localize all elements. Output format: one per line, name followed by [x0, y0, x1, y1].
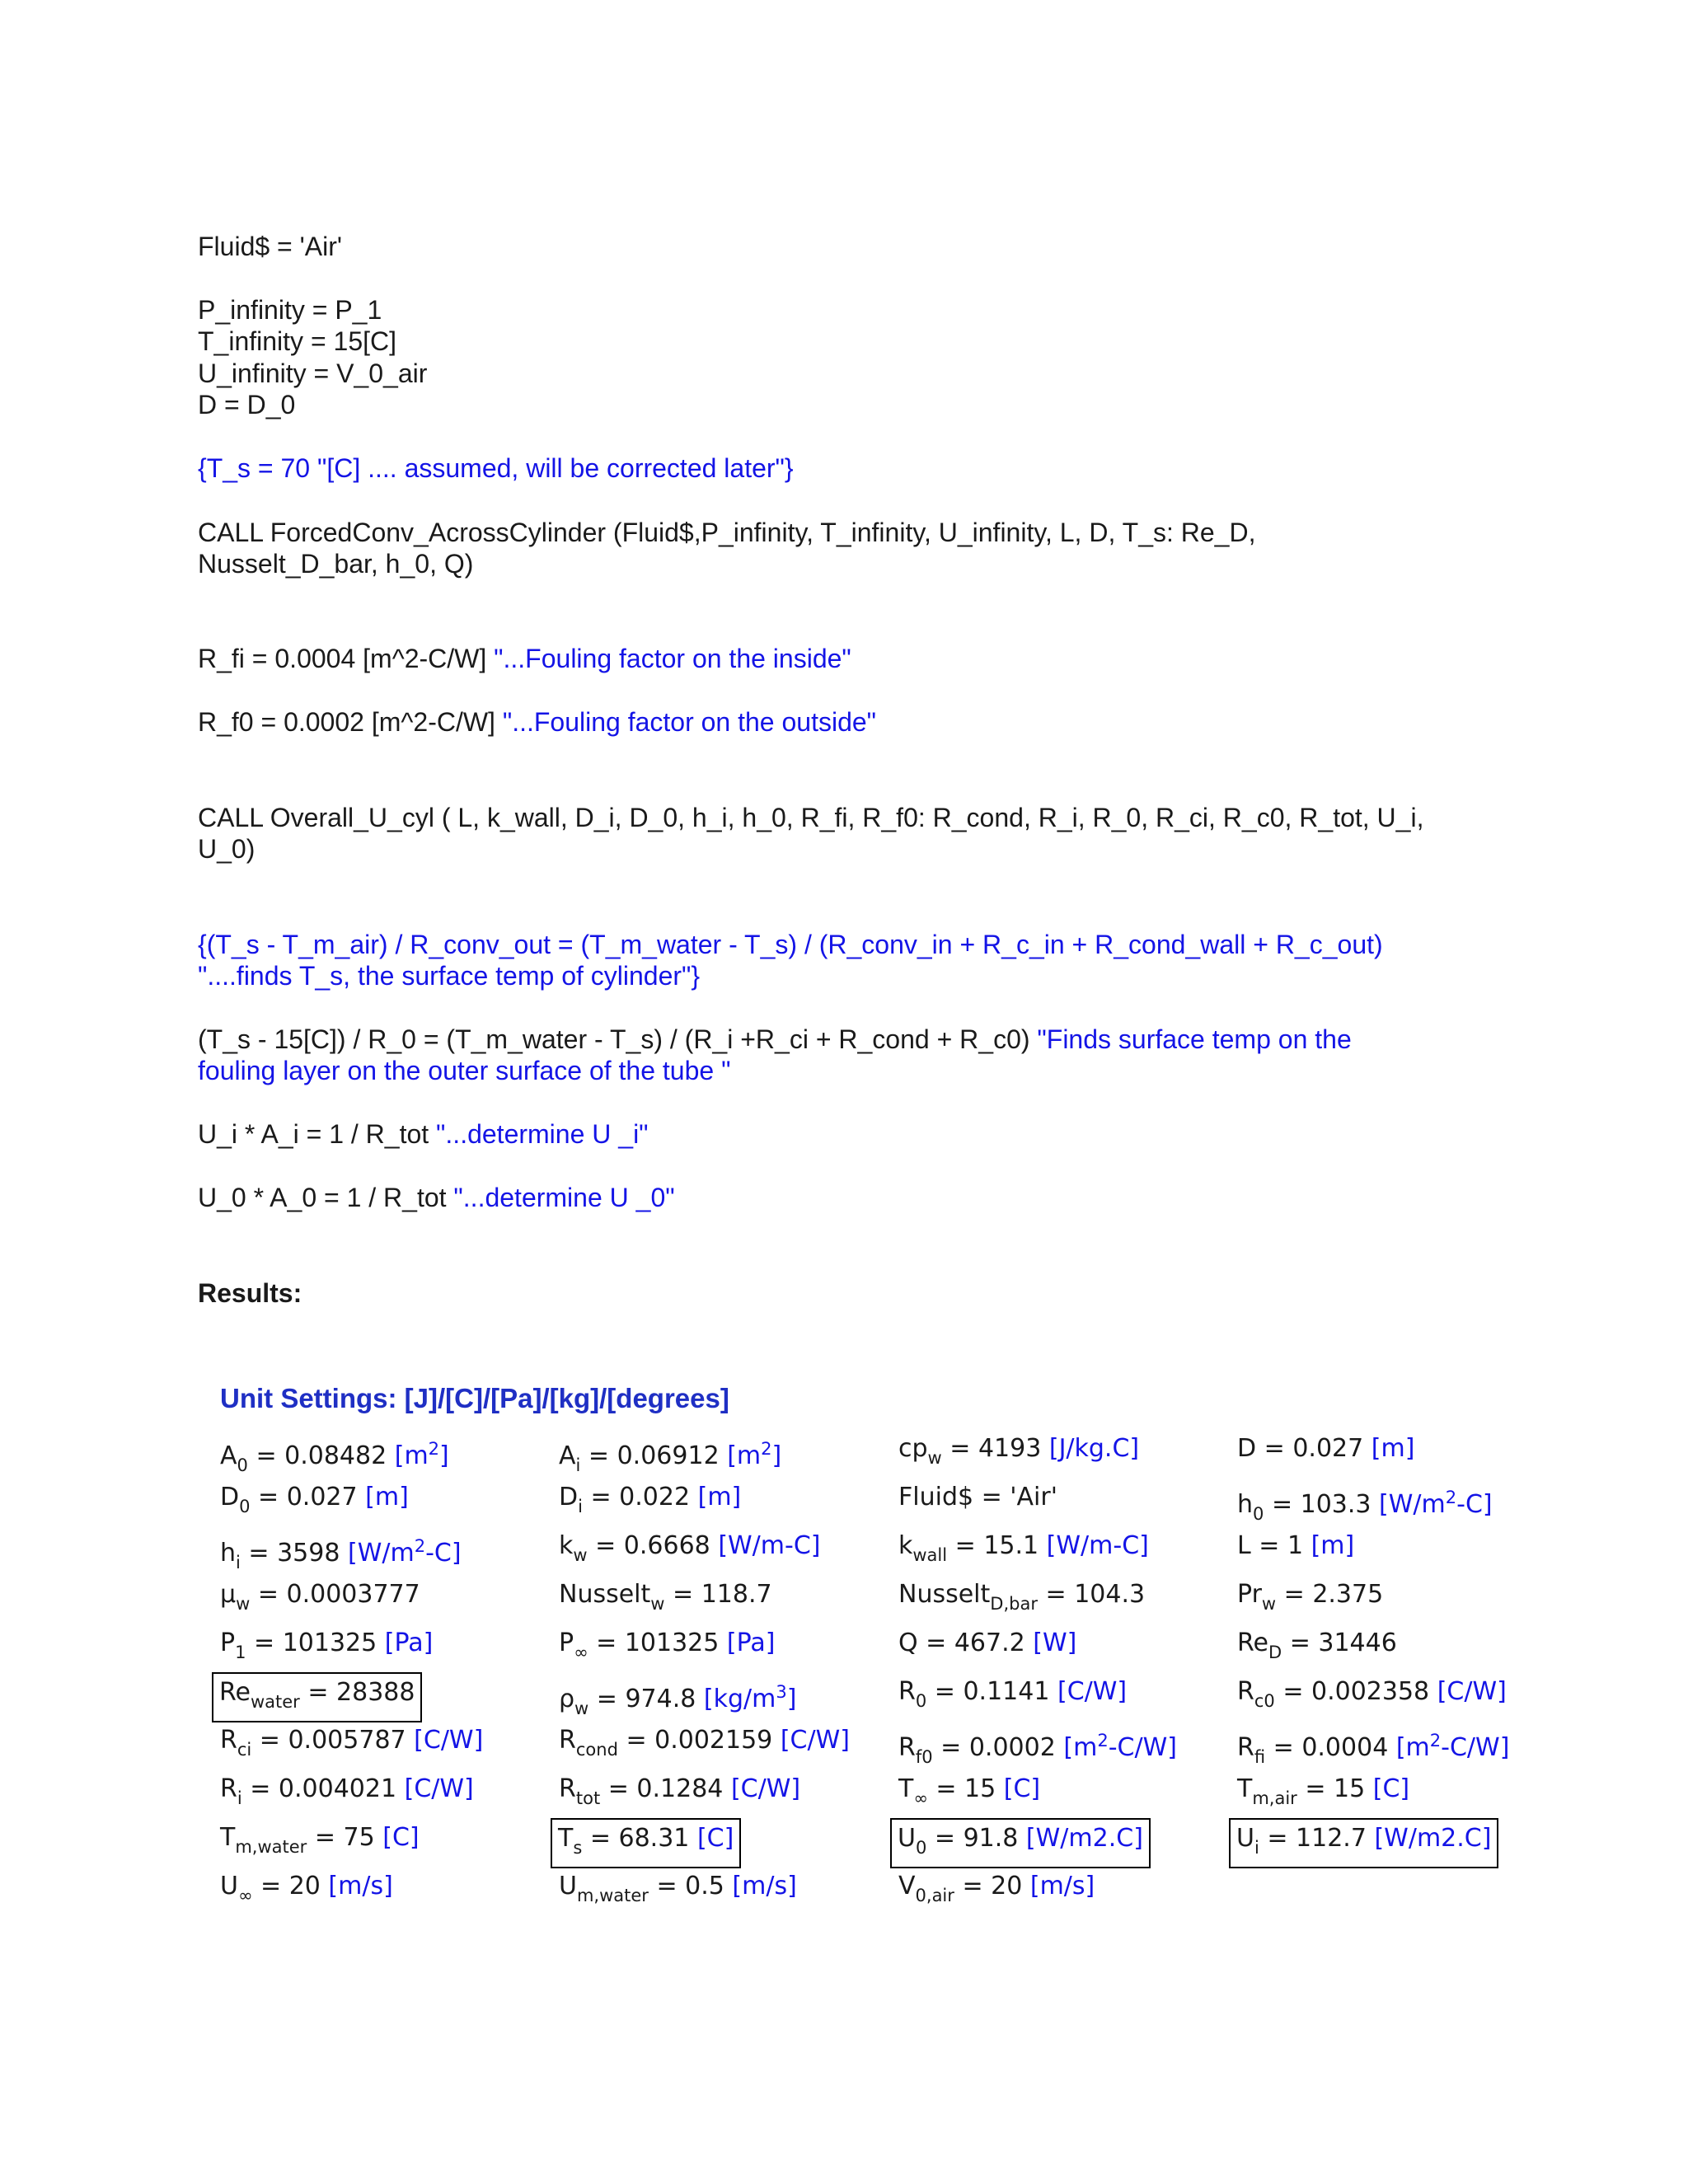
- variable-unit: [1030, 1872, 1095, 1900]
- code-line-energy-balance-cont: fouling layer on the outer surface of the tube ": [198, 1056, 731, 1085]
- variable-subscript: 0: [1253, 1504, 1264, 1524]
- rf0-comment: "...Fouling factor on the outside": [502, 707, 877, 737]
- variable-subscript: D,bar: [990, 1594, 1038, 1614]
- variable-symbol: μ: [220, 1580, 237, 1609]
- variable-symbol: P: [220, 1629, 236, 1657]
- variable-unit: [414, 1726, 483, 1755]
- unit-text: [m]: [697, 1483, 742, 1511]
- result-rfi: [1235, 1726, 1512, 1772]
- code-line-fluid: Fluid$ = 'Air': [198, 232, 342, 261]
- unit-superscript: 2: [414, 1536, 426, 1556]
- code-comment-ts-assumed: {T_s = 70 "[C] .... assumed, will be corrected later"}: [198, 453, 794, 483]
- variable-unit: [1372, 1434, 1415, 1463]
- u0-equation: U_0 * A_0 = 1 / R_tot: [198, 1183, 454, 1212]
- variable-subscript: i: [578, 1497, 583, 1516]
- variable-subscript: i: [1254, 1838, 1259, 1858]
- unit-text: [C/W]: [414, 1726, 484, 1755]
- unit-text: [W/m2.C]: [1374, 1824, 1492, 1853]
- variable-value: = 20: [260, 1872, 321, 1900]
- variable-symbol: R: [1237, 1677, 1254, 1706]
- code-line-energy-balance: [198, 1024, 1352, 1055]
- unit-text: [W/m: [347, 1539, 415, 1568]
- variable-value: = 2.375: [1283, 1580, 1384, 1609]
- variable-subscript: tot: [575, 1788, 601, 1808]
- variable-symbol: R: [220, 1726, 237, 1755]
- result-kwall: [896, 1531, 1151, 1570]
- unit-text: [C/W]: [730, 1774, 801, 1803]
- variable-symbol: k: [898, 1531, 913, 1560]
- variable-unit: [1396, 1733, 1510, 1762]
- ui-comment: "...determine U _i": [436, 1119, 649, 1149]
- variable-symbol: cp: [898, 1434, 928, 1463]
- variable-subscript: m,water: [235, 1837, 307, 1857]
- variable-value: = 1: [1259, 1531, 1304, 1560]
- ui-equation: U_i * A_i = 1 / R_tot: [198, 1119, 437, 1149]
- variable-subscript: 0: [239, 1497, 251, 1516]
- unit-superscript: 3: [776, 1682, 787, 1702]
- variable-unit: [1047, 1531, 1149, 1560]
- variable-symbol: T: [558, 1824, 574, 1853]
- unit-text: [C/W]: [404, 1774, 474, 1803]
- variable-unit: [328, 1872, 392, 1900]
- variable-value: = 20: [962, 1872, 1023, 1900]
- unit-text: [m: [1395, 1733, 1430, 1762]
- result-tmwater: [218, 1823, 422, 1862]
- variable-value: = 103.3: [1271, 1490, 1372, 1519]
- variable-symbol: Nusselt: [898, 1580, 991, 1609]
- variable-unit: [365, 1483, 409, 1511]
- unit-text-end: -C]: [1456, 1490, 1493, 1519]
- result-tinf: [896, 1774, 1043, 1813]
- variable-symbol: D: [1237, 1434, 1257, 1463]
- variable-symbol: Fluid$ = 'Air': [898, 1483, 1057, 1511]
- results-label: Results:: [198, 1278, 302, 1308]
- code-line-t-infinity: T_infinity = 15[C]: [198, 326, 396, 356]
- code-line-call-overall: CALL Overall_U_cyl ( L, k_wall, D_i, D_0, h_i, h_0, R_fi, R_f0: R_cond, R_i, R_0, R_ci, R_c0, R_tot, U_i,: [198, 803, 1424, 832]
- variable-value: = 68.31: [589, 1824, 690, 1853]
- result-rtot: [556, 1774, 803, 1813]
- variable-value: = 4193: [950, 1434, 1042, 1463]
- variable-subscript: ci: [237, 1740, 252, 1760]
- code-line-p-infinity: P_infinity = P_1: [198, 295, 382, 325]
- variable-subscript: i: [575, 1455, 581, 1475]
- result-a0: [218, 1434, 452, 1480]
- result-p1: [218, 1629, 435, 1667]
- code-line-d: D = D_0: [198, 390, 296, 419]
- variable-unit: [1004, 1774, 1040, 1803]
- code-line-call-forcedconv-cont: Nusselt_D_bar, h_0, Q): [198, 549, 474, 579]
- result-rcond: [556, 1726, 852, 1765]
- variable-symbol: U: [559, 1872, 577, 1900]
- variable-subscript: 0: [915, 1838, 927, 1858]
- variable-unit: [1373, 1774, 1409, 1803]
- variable-subscript: w: [927, 1448, 942, 1468]
- variable-value: = 0.0004: [1273, 1733, 1389, 1762]
- unit-text: [Pa]: [726, 1629, 776, 1657]
- variable-unit: [703, 1682, 797, 1713]
- variable-symbol: Nusselt: [559, 1580, 651, 1609]
- variable-value: = 0.6668: [595, 1531, 710, 1560]
- variable-value: = 0.002159: [626, 1726, 773, 1755]
- result-r0: [896, 1677, 1129, 1716]
- code-line-u-infinity: U_infinity = V_0_air: [198, 359, 428, 388]
- unit-text: [m: [1063, 1733, 1098, 1762]
- variable-value: = 0.002358: [1282, 1677, 1430, 1706]
- variable-subscript: w: [573, 1545, 588, 1565]
- unit-text: [m]: [1371, 1434, 1415, 1463]
- code-line-rfi: [198, 643, 851, 674]
- variable-symbol: U: [898, 1824, 916, 1853]
- result-rhow: [556, 1677, 799, 1723]
- result-q: [896, 1629, 1079, 1658]
- variable-subscript: i: [236, 1553, 241, 1572]
- unit-superscript: 2: [1445, 1488, 1457, 1507]
- variable-symbol: R: [898, 1677, 916, 1706]
- unit-text: [m/s]: [1029, 1872, 1095, 1900]
- result-ui: [1229, 1818, 1498, 1868]
- result-umwater: [556, 1872, 799, 1910]
- result-nuw: [556, 1580, 775, 1619]
- variable-value: = 0.004021: [250, 1774, 397, 1803]
- variable-unit: [1057, 1677, 1127, 1706]
- unit-text-end: ]: [439, 1441, 449, 1470]
- variable-symbol: D: [220, 1483, 240, 1511]
- unit-text-end: -C/W]: [1441, 1733, 1510, 1762]
- variable-value: = 974.8: [596, 1685, 696, 1713]
- unit-text: [Pa]: [384, 1629, 434, 1657]
- result-pinf: [556, 1629, 777, 1667]
- variable-unit: [347, 1536, 462, 1568]
- variable-unit: [727, 1629, 776, 1657]
- variable-subscript: fi: [1254, 1747, 1266, 1767]
- variable-subscript: wall: [912, 1545, 948, 1565]
- variable-subscript: w: [1261, 1594, 1277, 1614]
- variable-symbol: h: [1237, 1490, 1254, 1519]
- variable-symbol: U: [220, 1872, 238, 1900]
- unit-text: [m: [727, 1441, 762, 1470]
- variable-subscript: ∞: [574, 1643, 588, 1662]
- result-ts: [551, 1818, 741, 1868]
- variable-symbol: R: [898, 1733, 916, 1762]
- variable-subscript: w: [236, 1594, 251, 1614]
- unit-text: [m: [394, 1441, 429, 1470]
- unit-superscript: 2: [761, 1439, 772, 1459]
- variable-symbol: T: [1237, 1774, 1253, 1803]
- unit-superscript: 2: [1097, 1731, 1109, 1750]
- result-rf0: [896, 1726, 1179, 1772]
- variable-value: = 0.022: [590, 1483, 691, 1511]
- variable-unit: [1311, 1531, 1355, 1560]
- unit-text: [W]: [1033, 1629, 1077, 1657]
- variable-unit: [1033, 1629, 1076, 1657]
- variable-symbol: T: [220, 1823, 236, 1852]
- variable-symbol: P: [559, 1629, 574, 1657]
- variable-symbol: R: [220, 1774, 237, 1803]
- variable-value: = 28388: [307, 1678, 415, 1707]
- energy-balance-equation: (T_s - 15[C]) / R_0 = (T_m_water - T_s) / (R_i +R_ci + R_cond + R_c0): [198, 1024, 1038, 1054]
- variable-symbol: ρ: [559, 1685, 575, 1713]
- unit-text-end: ]: [786, 1685, 797, 1713]
- result-d0: [218, 1483, 411, 1521]
- result-rc0: [1235, 1677, 1509, 1716]
- variable-subscript: D: [1268, 1643, 1282, 1662]
- energy-balance-comment: "Finds surface temp on the: [1037, 1024, 1352, 1054]
- unit-text: [W/m: [1379, 1490, 1446, 1519]
- result-rci: [218, 1726, 485, 1765]
- variable-value: = 0.0003777: [257, 1580, 420, 1609]
- variable-symbol: R: [1237, 1733, 1254, 1762]
- unit-text: [C]: [1003, 1774, 1041, 1803]
- variable-subscript: s: [573, 1838, 583, 1858]
- unit-text: [m]: [365, 1483, 409, 1511]
- variable-unit: [727, 1441, 781, 1470]
- variable-symbol: Re: [1237, 1629, 1268, 1657]
- result-ri: [218, 1774, 476, 1813]
- variable-unit: [405, 1774, 474, 1803]
- variable-unit: [385, 1629, 434, 1657]
- unit-text: [m]: [1311, 1531, 1355, 1560]
- variable-value: = 31446: [1289, 1629, 1397, 1657]
- unit-text-end: -C]: [425, 1539, 462, 1568]
- code-line-call-overall-cont: U_0): [198, 834, 256, 864]
- variable-value: = 75: [314, 1823, 375, 1852]
- result-red: [1235, 1629, 1400, 1667]
- variable-subscript: w: [574, 1699, 589, 1718]
- variable-value: = 0.0002: [940, 1733, 1056, 1762]
- variable-subscript: water: [250, 1692, 300, 1712]
- unit-text: [C/W]: [1437, 1677, 1507, 1706]
- variable-value: = 15: [1305, 1774, 1366, 1803]
- unit-text: [m/s]: [732, 1872, 797, 1900]
- rfi-equation: R_fi = 0.0004 [m^2-C/W]: [198, 644, 495, 673]
- variable-unit: [698, 1483, 742, 1511]
- variable-value: = 0.5: [656, 1872, 724, 1900]
- result-tmair: [1235, 1774, 1412, 1813]
- variable-unit: [718, 1531, 820, 1560]
- result-fluid: [896, 1483, 1060, 1512]
- result-rewater: [212, 1672, 422, 1722]
- variable-value: = 3598: [248, 1539, 340, 1568]
- code-comment-surface-balance: {(T_s - T_m_air) / R_conv_out = (T_m_water - T_s) / (R_conv_in + R_c_in + R_cond_wall + R_c_out): [198, 930, 1383, 959]
- variable-unit: [382, 1823, 419, 1852]
- variable-subscript: m,air: [1252, 1788, 1297, 1808]
- variable-value: = 104.3: [1045, 1580, 1146, 1609]
- variable-value: = 118.7: [673, 1580, 772, 1609]
- rf0-equation: R_f0 = 0.0002 [m^2-C/W]: [198, 707, 503, 737]
- result-h0: [1235, 1483, 1495, 1529]
- unit-text: [W/m2.C]: [1025, 1824, 1143, 1853]
- variable-value: = 101325: [596, 1629, 720, 1657]
- variable-value: = 0.027: [258, 1483, 358, 1511]
- unit-text: [C/W]: [1057, 1677, 1128, 1706]
- variable-value: = 112.7: [1267, 1824, 1367, 1853]
- variable-symbol: U: [1236, 1824, 1254, 1853]
- variable-value: = 15.1: [954, 1531, 1039, 1560]
- unit-settings-heading: Unit Settings: [J]/[C]/[Pa]/[kg]/[degrees]: [220, 1383, 729, 1413]
- variable-value: = 15: [935, 1774, 996, 1803]
- result-di: [556, 1483, 743, 1521]
- variable-unit: [1026, 1824, 1143, 1853]
- unit-text: [C]: [696, 1824, 734, 1853]
- result-v0air: [896, 1872, 1097, 1910]
- unit-superscript: 2: [428, 1439, 440, 1459]
- unit-text: [kg/m: [703, 1685, 776, 1713]
- variable-symbol: D: [559, 1483, 579, 1511]
- variable-unit: [781, 1726, 850, 1755]
- variable-subscript: c0: [1254, 1691, 1275, 1711]
- variable-subscript: 0,air: [915, 1886, 954, 1905]
- variable-subscript: m,water: [576, 1886, 649, 1905]
- result-hi: [218, 1531, 464, 1577]
- variable-subscript: ∞: [237, 1886, 253, 1905]
- variable-unit: [1437, 1677, 1507, 1706]
- variable-unit: [697, 1824, 734, 1853]
- variable-unit: [1379, 1490, 1493, 1519]
- variable-value: = 0.1141: [934, 1677, 1050, 1706]
- variable-symbol: h: [220, 1539, 237, 1568]
- variable-value: = 0.08482: [256, 1441, 387, 1470]
- variable-symbol: Q: [898, 1629, 918, 1657]
- variable-subscript: i: [237, 1788, 242, 1808]
- variable-value: = 101325: [254, 1629, 377, 1657]
- variable-subscript: w: [650, 1594, 665, 1614]
- variable-unit: [731, 1774, 800, 1803]
- variable-value: = 0.06912: [588, 1441, 720, 1470]
- code-line-ui: [198, 1118, 649, 1150]
- variable-value: = 467.2: [926, 1629, 1025, 1657]
- variable-unit: [732, 1872, 796, 1900]
- unit-superscript: 2: [1429, 1731, 1442, 1750]
- variable-subscript: cond: [575, 1740, 618, 1760]
- variable-symbol: k: [559, 1531, 574, 1560]
- unit-text: [W/m-C]: [718, 1531, 821, 1560]
- variable-symbol: R: [559, 1726, 576, 1755]
- result-kw: [556, 1531, 823, 1570]
- variable-value: = 0.1284: [607, 1774, 724, 1803]
- result-u0: [890, 1818, 1151, 1868]
- variable-symbol: L: [1237, 1531, 1251, 1560]
- variable-subscript: 0: [237, 1455, 248, 1475]
- variable-value: = 0.027: [1264, 1434, 1364, 1463]
- result-uinf: [218, 1872, 396, 1910]
- variable-symbol: V: [898, 1872, 916, 1900]
- unit-text: [W/m-C]: [1046, 1531, 1149, 1560]
- unit-text-end: -C/W]: [1108, 1733, 1177, 1762]
- variable-unit: [395, 1441, 449, 1470]
- variable-symbol: A: [559, 1441, 576, 1470]
- code-line-rf0: [198, 706, 876, 738]
- result-nudbar: [896, 1580, 1147, 1619]
- variable-symbol: T: [898, 1774, 914, 1803]
- result-prw: [1235, 1580, 1386, 1619]
- result-l: [1235, 1531, 1357, 1561]
- variable-unit: [1063, 1733, 1177, 1762]
- u0-comment: "...determine U _0": [453, 1183, 675, 1212]
- code-line-call-forcedconv: CALL ForcedConv_AcrossCylinder (Fluid$,P_infinity, T_infinity, U_infinity, L, D, T_s: Re_D,: [198, 518, 1256, 547]
- variable-value: = 0.005787: [259, 1726, 406, 1755]
- result-cpw: [896, 1434, 1142, 1473]
- variable-symbol: R: [559, 1774, 576, 1803]
- variable-subscript: 0: [915, 1691, 927, 1711]
- unit-text: [J/kg.C]: [1048, 1434, 1140, 1463]
- code-line-u0: [198, 1182, 675, 1213]
- variable-unit: [1374, 1824, 1491, 1853]
- result-muw: [218, 1580, 423, 1619]
- unit-text: [m/s]: [328, 1872, 393, 1900]
- variable-symbol: Re: [219, 1678, 251, 1707]
- variable-subscript: ∞: [913, 1788, 928, 1808]
- unit-text: [C/W]: [780, 1726, 850, 1755]
- variable-unit: [1049, 1434, 1139, 1463]
- variable-symbol: A: [220, 1441, 237, 1470]
- result-d: [1235, 1434, 1417, 1464]
- rfi-comment: "...Fouling factor on the inside": [494, 644, 851, 673]
- unit-text: [C]: [382, 1823, 420, 1852]
- unit-text: [C]: [1372, 1774, 1410, 1803]
- unit-text-end: ]: [771, 1441, 782, 1470]
- result-ai: [556, 1434, 784, 1480]
- variable-symbol: Pr: [1237, 1580, 1262, 1609]
- variable-subscript: f0: [915, 1747, 933, 1767]
- variable-value: = 91.8: [934, 1824, 1019, 1853]
- code-comment-surface-balance-cont: "....finds T_s, the surface temp of cylinder"}: [198, 961, 701, 991]
- variable-subscript: 1: [235, 1643, 246, 1662]
